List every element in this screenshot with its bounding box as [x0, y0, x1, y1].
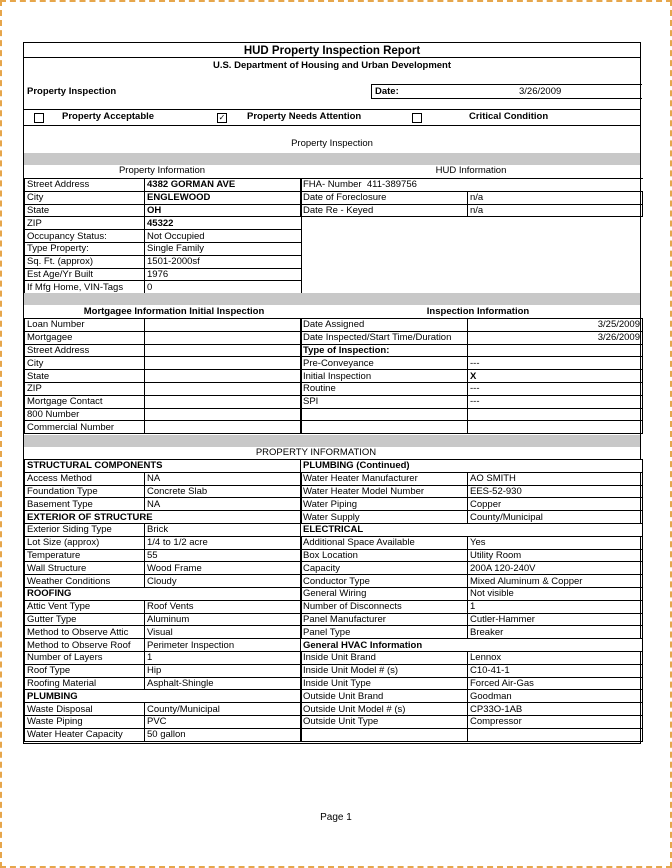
- row-value: 4382 GORMAN AVE: [145, 179, 302, 192]
- row-label: Loan Number: [25, 319, 145, 332]
- row-value: 3/26/2009: [468, 331, 643, 344]
- table-row: [301, 179, 643, 192]
- blank-cell: [301, 408, 468, 421]
- row-label: Basement Type: [25, 498, 145, 511]
- blank-cell: [301, 268, 643, 281]
- table-row: [25, 191, 302, 204]
- table-row: [25, 281, 302, 294]
- table-row: [25, 651, 302, 664]
- inspection-info-heading: Inspection Information: [426, 306, 530, 317]
- row-value: Lennox: [468, 651, 643, 664]
- table-row: [301, 600, 643, 613]
- needs-attention-label: Property Needs Attention: [247, 111, 362, 122]
- row-value: County/Municipal: [145, 703, 302, 716]
- critical-checkbox[interactable]: [412, 113, 422, 123]
- row-label: ZIP: [25, 217, 145, 230]
- row-label: Street Address: [25, 179, 145, 192]
- table-row: [301, 344, 643, 357]
- property-inspection-label: Property Inspection: [27, 86, 117, 97]
- row-label: City: [25, 191, 145, 204]
- row-value: [145, 408, 302, 421]
- row-label: Outside Unit Brand: [301, 690, 468, 703]
- table-row: [301, 690, 643, 703]
- row-label: Temperature: [25, 549, 145, 562]
- row-label: Sq. Ft. (approx): [25, 255, 145, 268]
- table-row: [301, 331, 643, 344]
- divider: [24, 57, 640, 58]
- row-label: Water Supply: [301, 511, 468, 524]
- blank-cell: [468, 421, 643, 434]
- table-row: [301, 587, 643, 600]
- row-value: Yes: [468, 536, 643, 549]
- table-row: [25, 179, 302, 192]
- table-row: [25, 319, 302, 332]
- table-row: [25, 421, 302, 434]
- row-value: Roof Vents: [145, 600, 302, 613]
- blank-cell: [468, 728, 643, 741]
- table-row: [301, 382, 643, 395]
- table-row: [25, 331, 302, 344]
- mortgagee-table: [24, 318, 302, 434]
- table-row: [25, 728, 302, 741]
- row-label: ROOFING: [25, 587, 302, 600]
- table-row: [25, 511, 302, 524]
- row-label: Commercial Number: [25, 421, 145, 434]
- critical-label: Critical Condition: [469, 111, 549, 122]
- table-row: [25, 690, 302, 703]
- row-value: n/a: [468, 191, 643, 204]
- row-label: STRUCTURAL COMPONENTS: [25, 460, 302, 473]
- blank-row: [301, 728, 643, 741]
- row-value: [145, 357, 302, 370]
- row-value: [145, 344, 302, 357]
- row-label: General HVAC Information: [301, 639, 643, 652]
- blank-row: [301, 408, 643, 421]
- row-label: Attic Vent Type: [25, 600, 145, 613]
- row-label: Number of Layers: [25, 651, 145, 664]
- table-row: [301, 575, 643, 588]
- row-value: [145, 331, 302, 344]
- table-row: [301, 613, 643, 626]
- row-label: Lot Size (approx): [25, 536, 145, 549]
- property-right-table: [300, 459, 643, 742]
- page-number: Page 1: [320, 812, 352, 823]
- needs-attention-checkbox[interactable]: ✓: [218, 113, 226, 122]
- table-row: [25, 485, 302, 498]
- table-row: [301, 370, 643, 383]
- row-label: Inside Unit Model # (s): [301, 664, 468, 677]
- row-value: NA: [145, 498, 302, 511]
- row-value: PVC: [145, 715, 302, 728]
- table-row: [25, 703, 302, 716]
- row-label: Water Piping: [301, 498, 468, 511]
- row-label: Waste Disposal: [25, 703, 145, 716]
- date-box: [371, 84, 642, 99]
- row-label: Type Property:: [25, 242, 145, 255]
- blank-cell: [301, 421, 468, 434]
- table-row: [25, 242, 302, 255]
- date-value: 3/26/2009: [519, 86, 562, 97]
- row-value: ---: [468, 357, 643, 370]
- table-row: [301, 204, 643, 217]
- blank-row: [301, 421, 643, 434]
- row-label: Exterior Siding Type: [25, 523, 145, 536]
- blank-row: [301, 217, 643, 230]
- row-value: Not Occupied: [145, 230, 302, 243]
- row-label: ZIP: [25, 382, 145, 395]
- row-value: AO SMITH: [468, 472, 643, 485]
- row-value: Compressor: [468, 715, 643, 728]
- table-row: [25, 460, 302, 473]
- row-value: 1976: [145, 268, 302, 281]
- row-value: Brick: [145, 523, 302, 536]
- row-label: Mortgage Contact: [25, 395, 145, 408]
- hud-info-heading: HUD Information: [435, 165, 507, 176]
- acceptable-label: Property Acceptable: [62, 111, 155, 122]
- row-value: [145, 382, 302, 395]
- row-label: Roofing Material: [25, 677, 145, 690]
- table-row: [25, 344, 302, 357]
- row-label: Waste Piping: [25, 715, 145, 728]
- row-label: Method to Observe Roof: [25, 639, 145, 652]
- table-row: [25, 204, 302, 217]
- row-value: Aluminum: [145, 613, 302, 626]
- row-value: ---: [468, 382, 643, 395]
- report-title: HUD Property Inspection Report: [243, 45, 421, 57]
- status-row: [24, 110, 640, 125]
- table-row: [25, 677, 302, 690]
- property-info-heading: Property Information: [118, 165, 206, 176]
- table-row: [301, 485, 643, 498]
- row-value: Wood Frame: [145, 562, 302, 575]
- table-row: [25, 664, 302, 677]
- gray-band: [24, 153, 640, 165]
- blank-cell: [301, 217, 643, 230]
- row-label: Access Method: [25, 472, 145, 485]
- table-row: [25, 472, 302, 485]
- table-row: [25, 523, 302, 536]
- row-value: Not visible: [468, 587, 643, 600]
- table-row: [25, 715, 302, 728]
- table-row: [301, 549, 643, 562]
- date-label: Date:: [375, 86, 399, 97]
- row-value: Asphalt-Shingle: [145, 677, 302, 690]
- row-label: Panel Type: [301, 626, 468, 639]
- row-value: 1: [468, 600, 643, 613]
- row-label: Capacity: [301, 562, 468, 575]
- table-row: [301, 639, 643, 652]
- row-label: State: [25, 204, 145, 217]
- table-row: [25, 498, 302, 511]
- row-value: EES-52-930: [468, 485, 643, 498]
- row-label: Water Heater Manufacturer: [301, 472, 468, 485]
- row-label: Inside Unit Type: [301, 677, 468, 690]
- row-value: NA: [145, 472, 302, 485]
- row-value: Copper: [468, 498, 643, 511]
- row-label: Foundation Type: [25, 485, 145, 498]
- row-label: Method to Observe Attic: [25, 626, 145, 639]
- row-label: SPI: [301, 395, 468, 408]
- row-value: OH: [145, 204, 302, 217]
- row-label: Occupancy Status:: [25, 230, 145, 243]
- row-value: 45322: [145, 217, 302, 230]
- row-value: 200A 120-240V: [468, 562, 643, 575]
- row-value: CP33O-1AB: [468, 703, 643, 716]
- row-label: Water Heater Model Number: [301, 485, 468, 498]
- row-label: Pre-Conveyance: [301, 357, 468, 370]
- table-row: [25, 613, 302, 626]
- row-label: Water Heater Capacity: [25, 728, 145, 741]
- row-label: General Wiring: [301, 587, 468, 600]
- row-label: Date Assigned: [301, 319, 468, 332]
- row-value: Concrete Slab: [145, 485, 302, 498]
- table-row: [25, 255, 302, 268]
- row-value: Goodman: [468, 690, 643, 703]
- table-row: [25, 639, 302, 652]
- row-label: State: [25, 370, 145, 383]
- table-row: [25, 357, 302, 370]
- hud-info-table: [300, 178, 643, 294]
- row-value: Breaker: [468, 626, 643, 639]
- row-label: Date Inspected/Start Time/Duration: [301, 331, 468, 344]
- row-label: Additional Space Available: [301, 536, 468, 549]
- blank-cell: [301, 281, 643, 294]
- table-row: [301, 460, 643, 473]
- table-row: [25, 626, 302, 639]
- row-label: Outside Unit Type: [301, 715, 468, 728]
- row-value: Forced Air-Gas: [468, 677, 643, 690]
- row-label: Weather Conditions: [25, 575, 145, 588]
- row-label: Roof Type: [25, 664, 145, 677]
- row-label: Date of Foreclosure: [301, 191, 468, 204]
- blank-cell: [301, 230, 643, 243]
- row-value: 1501-2000sf: [145, 255, 302, 268]
- report-subtitle: U.S. Department of Housing and Urban Development: [212, 60, 452, 71]
- row-label: Wall Structure: [25, 562, 145, 575]
- table-row: [25, 408, 302, 421]
- row-value: X: [468, 370, 643, 383]
- property-information-heading: PROPERTY INFORMATION: [255, 447, 377, 458]
- table-row: [25, 268, 302, 281]
- row-label: Mortgagee: [25, 331, 145, 344]
- row-value: Cloudy: [145, 575, 302, 588]
- row-value: [145, 421, 302, 434]
- divider: [24, 109, 640, 110]
- row-value: 1/4 to 1/2 acre: [145, 536, 302, 549]
- row-value: 55: [145, 549, 302, 562]
- table-row: [25, 587, 302, 600]
- blank-row: [301, 268, 643, 281]
- table-row: [301, 472, 643, 485]
- table-row: [25, 370, 302, 383]
- table-row: [25, 536, 302, 549]
- row-label: Gutter Type: [25, 613, 145, 626]
- table-row: [301, 651, 643, 664]
- table-row: [301, 626, 643, 639]
- table-row: [301, 523, 643, 536]
- table-row: [301, 395, 643, 408]
- row-label: Outside Unit Model # (s): [301, 703, 468, 716]
- row-label: Routine: [301, 382, 468, 395]
- mortgagee-heading: Mortgagee Information Initial Inspection: [83, 306, 265, 317]
- row-value: Single Family: [145, 242, 302, 255]
- row-value: ENGLEWOOD: [145, 191, 302, 204]
- table-row: [301, 703, 643, 716]
- row-label: 800 Number: [25, 408, 145, 421]
- row-label: Date Re - Keyed: [301, 204, 468, 217]
- table-row: [301, 536, 643, 549]
- row-value: [468, 344, 643, 357]
- gray-band: [24, 435, 640, 447]
- row-label: EXTERIOR OF STRUCTURE: [25, 511, 302, 524]
- row-label: If Mfg Home, VIN-Tags: [25, 281, 145, 294]
- row-value: ---: [468, 395, 643, 408]
- property-left-table: [24, 459, 302, 742]
- acceptable-checkbox[interactable]: [34, 113, 44, 123]
- row-label: Box Location: [301, 549, 468, 562]
- property-info-table: [24, 178, 302, 294]
- table-row: [25, 600, 302, 613]
- table-row: [301, 191, 643, 204]
- row-value: Utility Room: [468, 549, 643, 562]
- section-title: Property Inspection: [291, 138, 373, 149]
- row-value: Cutler-Hammer: [468, 613, 643, 626]
- row-value: Mixed Aluminum & Copper: [468, 575, 643, 588]
- blank-row: [301, 230, 643, 243]
- row-value: 3/25/2009: [468, 319, 643, 332]
- table-row: [301, 664, 643, 677]
- row-label: Type of Inspection:: [301, 344, 468, 357]
- row-value: 50 gallon: [145, 728, 302, 741]
- blank-cell: [301, 255, 643, 268]
- inspection-info-table: [300, 318, 643, 434]
- table-row: [25, 230, 302, 243]
- row-value: 1: [145, 651, 302, 664]
- row-value: County/Municipal: [468, 511, 643, 524]
- blank-cell: [301, 242, 643, 255]
- row-label: City: [25, 357, 145, 370]
- row-value: Hip: [145, 664, 302, 677]
- row-value: Perimeter Inspection: [145, 639, 302, 652]
- row-label: Panel Manufacturer: [301, 613, 468, 626]
- row-label: Inside Unit Brand: [301, 651, 468, 664]
- table-row: [301, 498, 643, 511]
- row-label: Initial Inspection: [301, 370, 468, 383]
- table-row: [301, 677, 643, 690]
- blank-row: [301, 255, 643, 268]
- table-row: [301, 562, 643, 575]
- blank-row: [301, 281, 643, 294]
- table-row: [25, 562, 302, 575]
- fha-value: 411-389756: [366, 179, 417, 191]
- fha-label: FHA- Number: [303, 179, 362, 191]
- row-label: Number of Disconnects: [301, 600, 468, 613]
- table-row: [25, 395, 302, 408]
- row-label: PLUMBING (Continued): [301, 460, 643, 473]
- gray-band: [24, 293, 640, 305]
- row-value: n/a: [468, 204, 643, 217]
- row-value: [145, 395, 302, 408]
- row-label: PLUMBING: [25, 690, 302, 703]
- row-value: [145, 370, 302, 383]
- blank-cell: [468, 408, 643, 421]
- divider: [24, 125, 640, 126]
- table-row: [25, 549, 302, 562]
- row-value: 0: [145, 281, 302, 294]
- blank-row: [301, 242, 643, 255]
- table-row: [25, 217, 302, 230]
- blank-cell: [301, 728, 468, 741]
- table-row: [301, 511, 643, 524]
- row-value: Visual: [145, 626, 302, 639]
- table-row: [301, 357, 643, 370]
- row-label: Conductor Type: [301, 575, 468, 588]
- table-row: [301, 319, 643, 332]
- row-value: C10-41-1: [468, 664, 643, 677]
- row-label: Street Address: [25, 344, 145, 357]
- table-row: [25, 575, 302, 588]
- row-value: [145, 319, 302, 332]
- row-label: ELECTRICAL: [301, 523, 643, 536]
- inspection-report: [23, 42, 641, 744]
- row-label: Est Age/Yr Built: [25, 268, 145, 281]
- table-row: [25, 382, 302, 395]
- table-row: [301, 715, 643, 728]
